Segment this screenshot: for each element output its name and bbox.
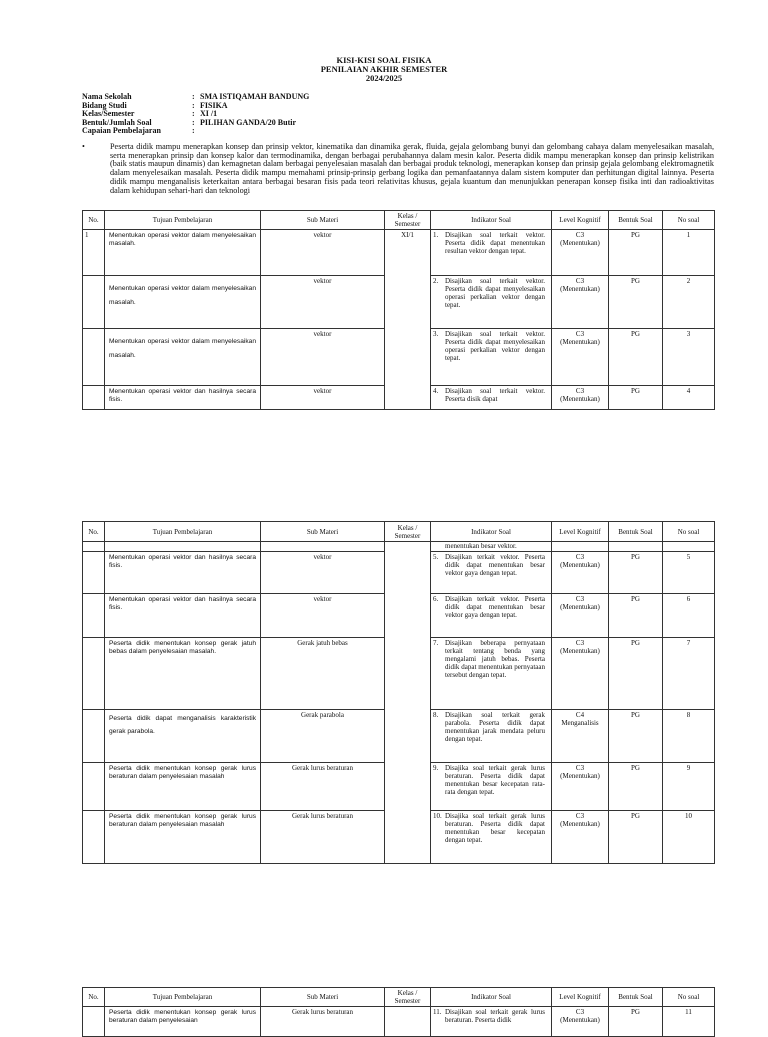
cell-tujuan: Menentukan operasi vektor dan hasilnya secara fisis. [105, 594, 261, 638]
header-tujuan: Tujuan Pembelajaran [105, 522, 261, 542]
header-bentuk: Bentuk Soal [609, 211, 663, 230]
indikator-text: Disajikan beberapa pernyataan terkait tentang benda yang mengalami jatuh bebas. Peserta didik dapat menentukan pernyataan tersebut dengan tepat. [445, 639, 545, 679]
cell-indikator [431, 1007, 552, 1037]
kisi-table-page-3 [82, 987, 715, 1037]
cell-tujuan: Peserta didik menentukan konsep gerak lurus beraturan dalam penyelesaian [105, 1007, 261, 1037]
level-code: C3 [575, 595, 585, 603]
cell-sub-materi: vektor [261, 329, 385, 386]
level-code: C3 [575, 1008, 585, 1016]
cell-bentuk: PG [609, 594, 663, 638]
capaian-paragraph [82, 143, 714, 195]
header-level: Level Kognitif [552, 988, 609, 1007]
cell-bentuk: PG [609, 638, 663, 710]
level-code: C3 [575, 277, 585, 285]
header-level: Level Kognitif [552, 211, 609, 230]
table-row-carry [83, 542, 715, 552]
capaian-text: Peserta didik mampu menerapkan konsep dan prinsip vektor, kinematika dan dinamika gerak, fluida, gejala gelombang bunyi dan gelombang cahaya dalam menyelesaikan masalah, serta menerapkan prinsip dan konsep kalor dan termodinamika, dengan berbagai perubahannya dalam mesin kalor. Peserta didik mampu menerapkan konsep dan prinsip kelistrikan (baik statis maupun dinamis) dan kemagnetan dalam berbagai penyelesaian masalah dan berbagai produk teknologi, menerapkan konsep dan prinsip gejala gelombang elektromagnetik dalam menyelesaikan masalah. Peserta didik mampu memahami prinsip-prinsip gerbang logika dan pemanfaatannya dalam sistem komputer dan perhitungan digital lainnya. Peserta didik mampu menganalisis keterkaitan antara berbagai besaran fisis pada teori relativitas khusus, gejala kuantum dan menunjukkan penerapan konsep fisika inti dan radioaktivitas dalam kehidupan sehari-hari dan teknologi [110, 142, 714, 195]
cell-tujuan: Peserta didik menentukan konsep gerak lurus beraturan dalam penyelesaian masalah [105, 811, 261, 864]
cell-bentuk: PG [609, 763, 663, 811]
info-label: Kelas/Semester [82, 109, 135, 118]
cell-no-soal: 4 [663, 386, 715, 410]
cell-indikator [431, 276, 552, 329]
indikator-text: Disajikan soal terkait vektor. Peserta didik dapat menentukan resultan vektor dengan tepat. [445, 231, 545, 255]
cell-tujuan: Menentukan operasi vektor dan hasilnya secara fisis. [105, 552, 261, 594]
level-label: (Menentukan) [560, 239, 600, 247]
level-label: (Menentukan) [560, 338, 600, 346]
cell-tujuan: Peserta didik menentukan konsep gerak lurus beraturan dalam penyelesaian masalah [105, 763, 261, 811]
document-title [0, 56, 768, 83]
cell-indikator [431, 638, 552, 710]
cell-bentuk: PG [609, 1007, 663, 1037]
info-label: Capaian Pembelajaran [82, 126, 161, 135]
table-row [83, 1007, 715, 1037]
info-row: Kelas/Semester : XI /1 [82, 109, 218, 118]
level-code: C3 [575, 330, 585, 338]
level-code: C3 [575, 639, 585, 647]
indikator-number: 1. [433, 231, 439, 239]
cell-no-soal: 11 [663, 1007, 715, 1037]
indikator-text: Disajika soal terkait gerak lurus beraturan. Peserta didik dapat menentukan besar kecepatan dengan tepat. [445, 812, 545, 844]
tujuan-text: Peserta didik dapat menganalisis karakteristik gerak parabola. [109, 715, 256, 735]
info-label: Bentuk/Jumlah Soal [82, 117, 152, 127]
cell-bentuk: PG [609, 230, 663, 276]
cell-no-soal: 1 [663, 230, 715, 276]
header-kelas: Kelas / Semester [385, 988, 431, 1007]
header-no-soal: No soal [663, 211, 715, 230]
header-tujuan: Tujuan Pembelajaran [105, 988, 261, 1007]
header-tujuan: Tujuan Pembelajaran [105, 211, 261, 230]
cell-tujuan [105, 276, 261, 329]
level-code: C3 [575, 231, 585, 239]
indikator-number: 5. [433, 553, 439, 561]
cell-sub-materi: Gerak lurus beraturan [261, 1007, 385, 1037]
level-code: C3 [575, 553, 585, 561]
cell-sub-materi: vektor [261, 386, 385, 410]
level-code: C3 [575, 812, 585, 820]
cell-kelas: XI/1 [385, 230, 431, 410]
cell-tujuan: Menentukan operasi vektor dalam menyelesaikan masalah. [105, 230, 261, 276]
cell-level [552, 230, 609, 276]
indikator-text: Disajikan terkait vektor. Peserta didik dapat menentukan besar vektor gaya dengan tepat. [445, 595, 545, 619]
indikator-text: Disajikan soal terkait vektor. Peserta didik dapat menyelesaikan operasi perkalian vektor dengan tepat. [445, 277, 545, 309]
header-indikator: Indikator Soal [431, 988, 552, 1007]
title-line-1: KISI-KISI SOAL FISIKA [336, 55, 432, 65]
level-code: C3 [575, 764, 585, 772]
level-label: (Menentukan) [560, 772, 600, 780]
cell-bentuk: PG [609, 811, 663, 864]
cell-tujuan: Menentukan operasi vektor dan hasilnya secara fisis. [105, 386, 261, 410]
indikator-number: 8. [433, 711, 439, 719]
table-row [83, 230, 715, 276]
cell-tujuan [105, 329, 261, 386]
cell-level [552, 710, 609, 763]
cell-no-soal: 9 [663, 763, 715, 811]
cell-bentuk: PG [609, 710, 663, 763]
header-bentuk: Bentuk Soal [609, 522, 663, 542]
table-header-row [83, 988, 715, 1007]
indikator-text: Disajikan soal terkait vektor. Peserta didik dapat menyelesaikan operasi perkalian vektor dengan tepat. [445, 330, 545, 362]
level-label: (Menentukan) [560, 820, 600, 828]
title-line-3: 2024/2025 [365, 73, 403, 83]
cell-tujuan [105, 710, 261, 763]
level-label: (Menentukan) [560, 603, 600, 611]
cell-sub-materi: vektor [261, 230, 385, 276]
cell-level [552, 1007, 609, 1037]
level-label: (Menentukan) [560, 647, 600, 655]
table-header-row [83, 211, 715, 230]
header-sub-materi: Sub Materi [261, 522, 385, 542]
cell-tujuan: Peserta didik menentukan konsep gerak jatuh bebas dalam penyelesaian masalah. [105, 638, 261, 710]
header-kelas: Kelas / Semester [385, 211, 431, 230]
title-line-2: PENILAIAN AKHIR SEMESTER [320, 64, 448, 74]
header-kelas: Kelas / Semester [385, 522, 431, 542]
cell-indikator [431, 594, 552, 638]
indikator-number: 3. [433, 330, 439, 338]
indikator-text: Disajikan terkait vektor. Peserta didik dapat menentukan besar vektor gaya dengan tepat. [445, 553, 545, 577]
cell-sub-materi: vektor [261, 594, 385, 638]
cell-no-soal: 6 [663, 594, 715, 638]
indikator-number: 9. [433, 764, 439, 772]
cell-no [83, 276, 105, 329]
header-level: Level Kognitif [552, 522, 609, 542]
level-label: Menganalisis [561, 719, 599, 727]
header-no: No. [83, 988, 105, 1007]
indikator-number: 11. [433, 1008, 442, 1016]
header-no-soal: No soal [663, 988, 715, 1007]
indikator-number: 7. [433, 639, 439, 647]
info-row: Nama Sekolah : SMA ISTIQAMAH BANDUNG [82, 92, 310, 101]
cell-sub-materi: Gerak jatuh bebas [261, 638, 385, 710]
header-bentuk: Bentuk Soal [609, 988, 663, 1007]
indikator-text: Disajikan soal terkait gerak parabola. Peserta didik dapat menentukan jarak mendata peluru dengan tepat. [445, 711, 545, 743]
indikator-number: 6. [433, 595, 439, 603]
table-header-row [83, 522, 715, 542]
tujuan-text: Menentukan operasi vektor dalam menyelesaikan masalah. [109, 338, 256, 359]
info-value: FISIKA [200, 100, 228, 110]
indikator-text: menentukan besar vektor. [445, 542, 517, 550]
info-row: Bidang Studi : FISIKA [82, 100, 228, 110]
level-label: (Menentukan) [560, 1016, 600, 1024]
cell-level [552, 386, 609, 410]
cell-no [83, 329, 105, 386]
cell-no-soal: 8 [663, 710, 715, 763]
cell-no: 1 [83, 230, 105, 276]
info-value: PILIHAN GANDA/20 Butir [200, 117, 297, 127]
info-label: Bidang Studi [82, 100, 127, 110]
cell-indikator [431, 329, 552, 386]
cell-level [552, 638, 609, 710]
cell-indikator [431, 552, 552, 594]
indikator-number: 2. [433, 277, 439, 285]
info-value: SMA ISTIQAMAH BANDUNG [200, 92, 310, 101]
header-no: No. [83, 211, 105, 230]
level-code: C3 [575, 387, 585, 395]
cell-level [552, 594, 609, 638]
cell-level [552, 329, 609, 386]
cell-no-soal: 3 [663, 329, 715, 386]
cell-level [552, 552, 609, 594]
indikator-number: 4. [433, 387, 439, 395]
cell-no-soal: 7 [663, 638, 715, 710]
kisi-table-page-1 [82, 210, 715, 410]
cell-sub-materi: vektor [261, 276, 385, 329]
level-label: (Menentukan) [560, 285, 600, 293]
info-row: Bentuk/Jumlah Soal : PILIHAN GANDA/20 Butir [82, 117, 297, 127]
cell-no-soal: 5 [663, 552, 715, 594]
cell-no-soal: 10 [663, 811, 715, 864]
level-label: (Menentukan) [560, 395, 600, 403]
cell-sub-materi: Gerak parabola [261, 710, 385, 763]
cell-indikator [431, 230, 552, 276]
indikator-text: Disajikan soal terkait vektor. Peserta disik dapat [445, 387, 545, 403]
header-indikator: Indikator Soal [431, 211, 552, 230]
header-no-soal: No soal [663, 522, 715, 542]
cell-no [83, 386, 105, 410]
cell-sub-materi: Gerak lurus beraturan [261, 811, 385, 864]
cell-indikator [431, 710, 552, 763]
cell-indikator [431, 542, 552, 552]
school-info [82, 93, 309, 136]
level-code: C4 [575, 711, 585, 719]
kisi-table-page-2 [82, 521, 715, 864]
cell-bentuk: PG [609, 329, 663, 386]
bullet-icon: • [82, 142, 85, 151]
cell-sub-materi: vektor [261, 552, 385, 594]
tujuan-text: Menentukan operasi vektor dalam menyelesaikan masalah. [109, 285, 256, 306]
info-label: Nama Sekolah [82, 92, 132, 101]
info-value: XI /1 [200, 109, 218, 118]
cell-bentuk: PG [609, 276, 663, 329]
cell-kelas [385, 542, 431, 864]
header-sub-materi: Sub Materi [261, 988, 385, 1007]
indikator-text: Disajika soal terkait gerak lurus beraturan. Peserta didik dapat menentukan besar kecepatan rata-rata dengan tepat. [445, 764, 545, 796]
cell-indikator [431, 386, 552, 410]
cell-indikator [431, 811, 552, 864]
cell-sub-materi: Gerak lurus beraturan [261, 763, 385, 811]
indikator-number: 10. [433, 812, 442, 820]
indikator-text: Disajikan soal terkait gerak lurus beraturan. Peserta didik [445, 1008, 545, 1024]
cell-no-soal: 2 [663, 276, 715, 329]
cell-level [552, 276, 609, 329]
cell-level [552, 811, 609, 864]
cell-bentuk: PG [609, 552, 663, 594]
level-label: (Menentukan) [560, 561, 600, 569]
header-sub-materi: Sub Materi [261, 211, 385, 230]
info-row: Capaian Pembelajaran : [82, 126, 195, 135]
cell-level [552, 763, 609, 811]
cell-indikator [431, 763, 552, 811]
header-indikator: Indikator Soal [431, 522, 552, 542]
cell-bentuk: PG [609, 386, 663, 410]
cell-kelas [385, 1007, 431, 1037]
header-no: No. [83, 522, 105, 542]
